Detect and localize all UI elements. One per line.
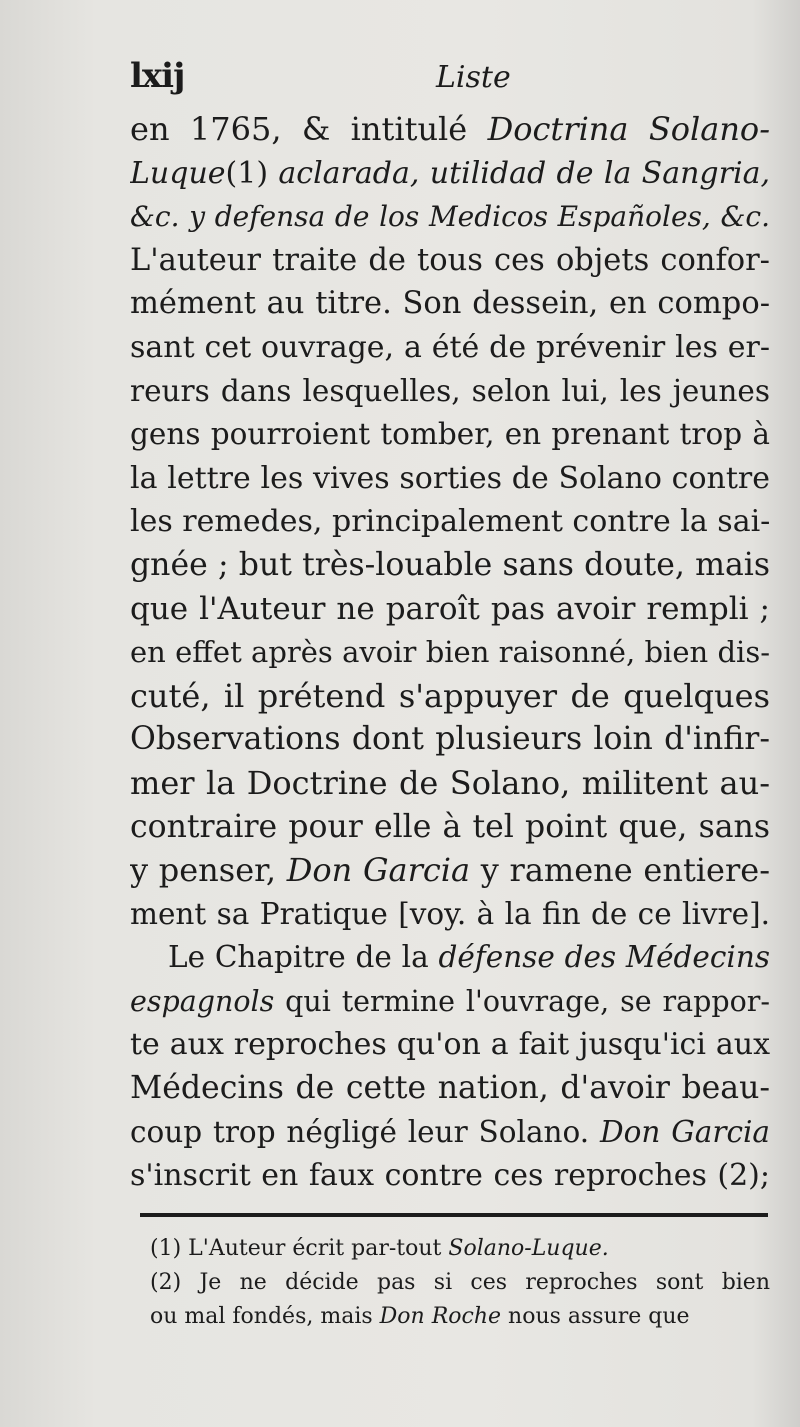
page-header <box>130 56 770 108</box>
text-line: y penser, Don Garcia y ramene entiere- <box>130 851 770 890</box>
text-line: gnée ; but très-louable sans doute, mais <box>130 546 770 583</box>
page-number: lxij <box>130 56 185 96</box>
main-text <box>130 108 770 1198</box>
text-line: contraire pour elle à tel point que, sans <box>130 808 770 845</box>
footnotes <box>150 1232 770 1334</box>
text-line: L'auteur traite de tous ces objets confor- <box>130 242 770 278</box>
running-title: Liste <box>436 60 511 95</box>
text-line: mément au titre. Son dessein, en compo- <box>130 286 770 322</box>
text-line: la lettre les vives sorties de Solano contre <box>130 460 770 496</box>
footnote-2-continued: ou mal fondés, mais Don Roche nous assure que <box>150 1304 690 1329</box>
text-line: en 1765, & intitulé Doctrina Solano- <box>130 110 770 148</box>
text-line: reurs dans lesquelles, selon lui, les jeunes <box>130 373 770 408</box>
text-line: en effet après avoir bien raisonné, bien dis- <box>130 635 770 670</box>
text-line: s'inscrit en faux contre ces reproches (2); <box>130 1158 770 1194</box>
text-line: Luque(1) aclarada, utilidad de la Sangria, <box>130 155 770 191</box>
footnote-rule <box>140 1213 768 1217</box>
text-line: &c. y defensa de los Medicos Españoles, &c. <box>130 200 770 234</box>
footnote-2: (2) Je ne décide pas si ces reproches sont bien <box>150 1270 770 1295</box>
text-line: te aux reproches qu'on a fait jusqu'ici aux <box>130 1027 770 1063</box>
text-line: Le Chapitre de la défense des Médecins <box>168 940 770 975</box>
text-line: que l'Auteur ne paroît pas avoir rempli ; <box>130 590 770 627</box>
text-line: cuté, il prétend s'appuyer de quelques <box>130 676 770 715</box>
text-line: Observations dont plusieurs loin d'infir- <box>130 721 770 758</box>
text-line: ment sa Pratique [voy. à la fin de ce livre]. <box>130 896 770 931</box>
text-line: les remedes, principalement contre la sai- <box>130 504 770 540</box>
footnote-1: (1) L'Auteur écrit par-tout Solano-Luque. <box>150 1236 609 1261</box>
text-line: coup trop négligé leur Solano. Don Garcia <box>130 1114 770 1149</box>
text-line: sant cet ouvrage, a été de prévenir les er- <box>130 329 770 365</box>
text-line: mer la Doctrine de Solano, militent au- <box>130 763 770 802</box>
text-line: espagnols qui termine l'ouvrage, se rappor- <box>130 984 770 1018</box>
text-line: gens pourroient tomber, en prenant trop à <box>130 417 770 452</box>
text-line: Médecins de cette nation, d'avoir beau- <box>130 1070 770 1107</box>
